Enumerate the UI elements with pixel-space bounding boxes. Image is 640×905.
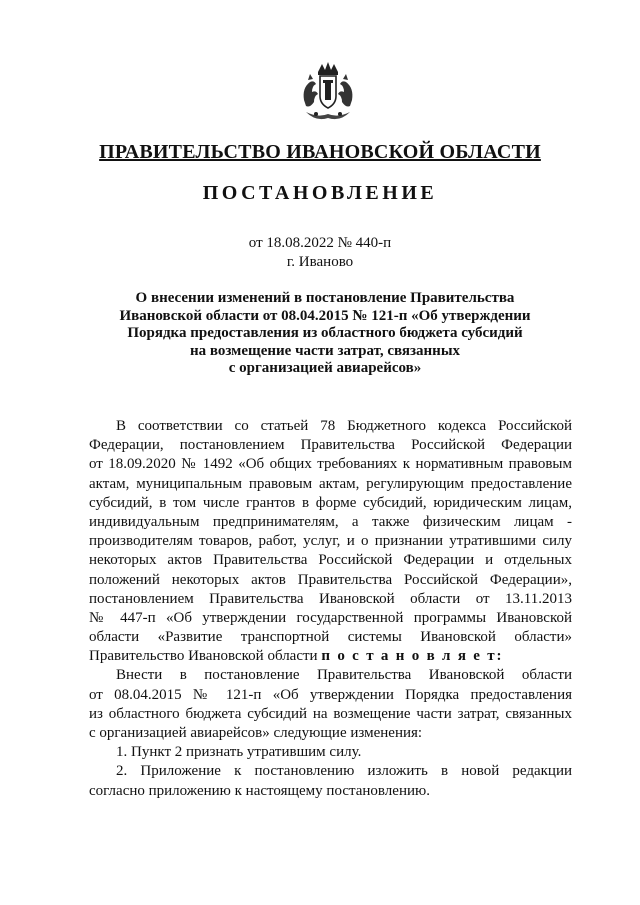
preamble-line: Федерации, постановлением Правительства Российской Федерации <box>89 437 572 454</box>
preamble-line: от 18.09.2020 № 1492 «Об общих требованиях к нормативным правовым <box>89 456 572 473</box>
preamble-line: некоторых актов Правительства Российской Федерации и отдельных <box>89 552 572 569</box>
document-subject <box>90 290 560 378</box>
decree-word: п о с т а н о в л я е т: <box>321 648 504 665</box>
document-date-number: от 18.08.2022 № 440-п <box>248 235 392 251</box>
preamble-line: постановлением Правительства Ивановской области от 13.11.2013 <box>89 590 572 607</box>
amend-line: из областного бюджета субсидий на возмещение части затрат, связанных <box>89 705 572 722</box>
subject-line: О внесении изменений в постановление Правительства <box>135 290 515 306</box>
preamble-line: производителям товаров, работ, услуг, и о признании утратившими силу <box>89 533 572 550</box>
preamble-line: актам, муниципальным правовым актам, регулирующим предоставление <box>89 475 572 492</box>
preamble-line: положений некоторых актов Правительства Российской Федерации», <box>89 571 572 588</box>
preamble-line: № 447-п «Об утверждении государственной программы Ивановской <box>89 609 572 626</box>
amend-line: с организацией авиарейсов» следующие изменения: <box>89 725 423 741</box>
document-body <box>89 417 572 801</box>
preamble-line: субсидий, в том числе грантов в форме субсидий, юридическим лицам, <box>89 494 572 511</box>
item-2-line: 2. Приложение к постановлению изложить в новой редакции <box>116 763 572 780</box>
organization-title: ПРАВИТЕЛЬСТВО ИВАНОВСКОЙ ОБЛАСТИ <box>99 141 541 163</box>
item-2-line: согласно приложению к настоящему постановлению. <box>89 782 430 799</box>
item-1: 1. Пункт 2 признать утратившим силу. <box>116 744 362 761</box>
preamble-tail: Правительство Ивановской области <box>89 648 318 665</box>
decree-line <box>89 647 572 666</box>
subject-line: с организацией авиарейсов» <box>228 360 422 376</box>
amend-line: Внести в постановление Правительства Ивановской области <box>116 667 572 684</box>
preamble-line: индивидуальным предпринимателям, а также физическим лицам - <box>89 513 572 530</box>
document-type-title: ПОСТАНОВЛЕНИЕ <box>202 182 438 204</box>
document-city: г. Иваново <box>286 254 354 270</box>
preamble-line: В соответствии со статьей 78 Бюджетного кодекса Российской <box>116 418 572 434</box>
subject-line: на возмещение части затрат, связанных <box>189 342 461 359</box>
subject-line: Порядка предоставления из областного бюджета субсидий <box>127 325 523 341</box>
subject-line: Ивановской области от 08.04.2015 № 121-п «Об утверждении <box>119 307 531 324</box>
amend-line: от 08.04.2015 № 121-п «Об утверждении Порядка предоставления <box>89 686 572 703</box>
ivanovo-coat-of-arms-icon <box>296 60 360 124</box>
preamble-line: области «Развитие транспортной системы Ивановской области» <box>89 629 572 646</box>
